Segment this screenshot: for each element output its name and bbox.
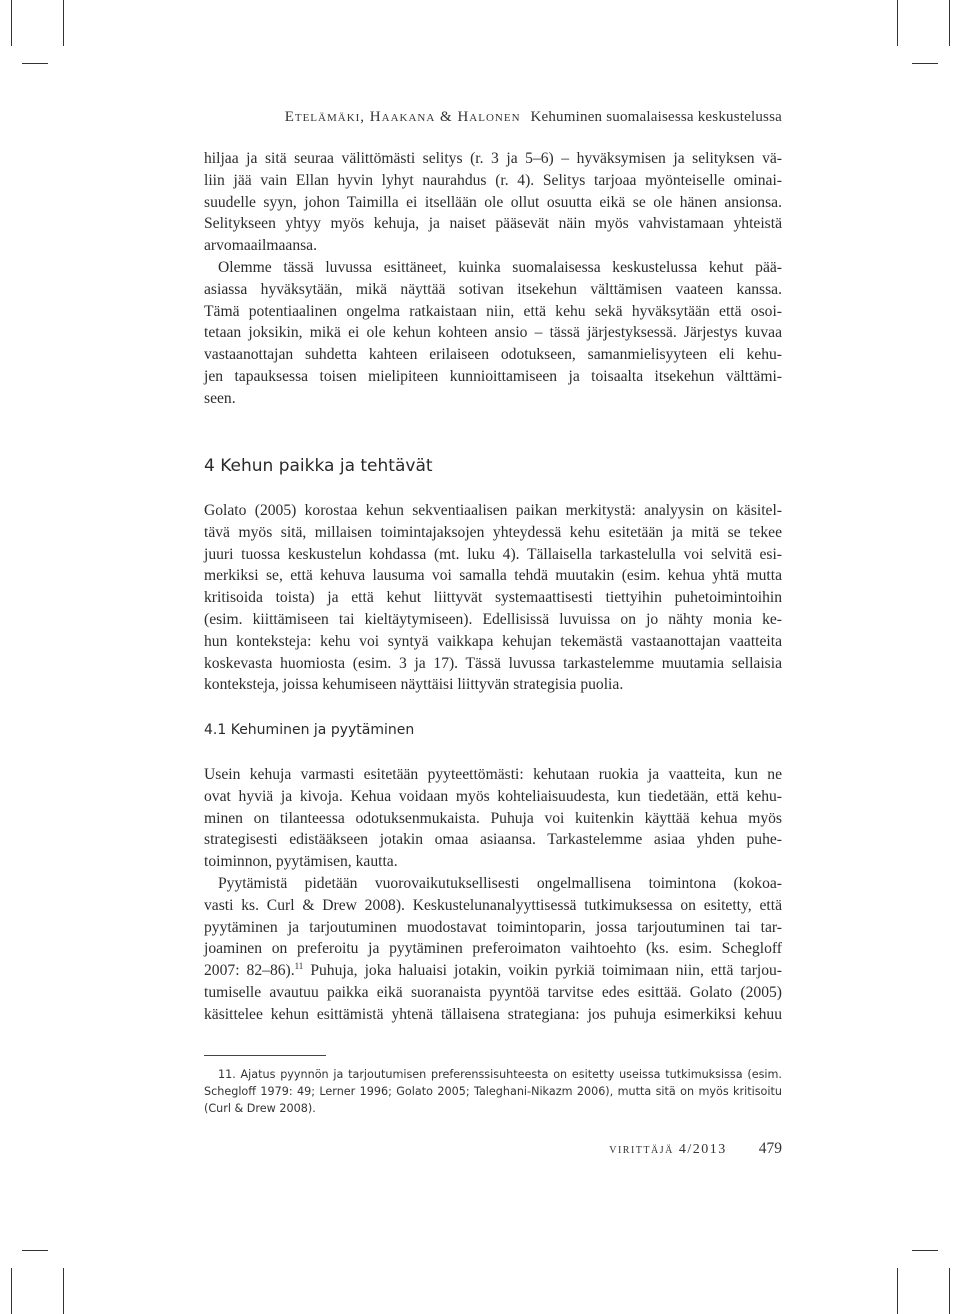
- text-line: Olemme tässä luvussa esittäneet, kuinka suomalaisessa keskustelussa kehut pää-: [218, 258, 782, 276]
- text-line: kritisoida toista) ja että kehut liittyvät systemaattisesti tiettyihin puhetoimintoihin: [204, 589, 782, 607]
- text-line: hiljaa ja sitä seuraa välittömästi selitys (r. 3 ja 5–6) – hyväksymisen ja selityksen vä-: [204, 150, 782, 167]
- text-line: arvomaailmaansa.: [204, 237, 318, 255]
- crop-mark: [11, 1268, 12, 1314]
- text-line: käsittelee kehun esittämistä yhtenä tällaisena strategiana: jos puhuja esimerkiksi kehuu: [204, 1005, 782, 1023]
- page-number: 479: [758, 1140, 782, 1157]
- text-line: tetaan joksikin, mikä ei ole kehun kohteen ansio – tässä järjestyksessä. Järjestys kuvaa: [204, 324, 782, 342]
- footnote-line: (Curl & Drew 2008).: [204, 1102, 316, 1115]
- text-line: vastaanottajan suhdetta kahteen erilaiseen odotukseen, samanmielisyyteen eli kehu-: [204, 346, 782, 364]
- text-line: suudelle syyn, johon Taimilla ei itsellään ole ollut osuutta eikä se ole hänen ansionsa.: [204, 193, 782, 211]
- text-line: tävä myös sitä, millaisen toimintajaksojen yhteydessä kehu esitetään ja mitä se tekee: [204, 523, 782, 541]
- crop-mark: [897, 0, 898, 46]
- text-line: joaminen on preferoitu ja pyytäminen preferoimaton vaihtoehto (ks. esim. Schegloff: [204, 940, 782, 958]
- footnote-reference[interactable]: 11: [294, 960, 304, 971]
- crop-mark: [912, 1250, 938, 1251]
- footnote: [204, 1066, 782, 1117]
- crop-mark: [63, 1268, 64, 1314]
- text-line: Tämä potentiaalinen ongelma ratkaistaan niin, että kehu sekä hyväksytään että osoi-: [204, 302, 782, 320]
- text-line: asiassa hyväksytään, mikä näyttää sotivan itsekehun välttämisen vaateen kanssa.: [204, 280, 782, 298]
- crop-mark: [949, 0, 950, 46]
- journal-name: virittäjä 4/2013: [609, 1142, 727, 1157]
- subsection-heading: 4.1 Kehuminen ja pyytäminen: [204, 722, 415, 738]
- text-line: minen on tilanteessa odotuksenmukaista. Puhuja voi kuitenkin käyttää kehua myös: [204, 809, 782, 827]
- text-line: konteksteja, joissa kehumiseen näyttäisi liittyvän strategisia puolia.: [204, 676, 624, 694]
- crop-mark: [63, 0, 64, 46]
- section-heading: 4 Kehun paikka ja tehtävät: [204, 456, 433, 476]
- footnote-number: 11.: [218, 1068, 236, 1081]
- text-line: vasti ks. Curl & Drew 2008). Keskustelunanalyyttisessä tutkimuksessa on esitetty, että: [204, 896, 782, 914]
- text-line: Usein kehuja varmasti esitetään pyyteettömästi: kehutaan ruokia ja vaatteita, kun ne: [204, 766, 782, 783]
- crop-mark: [22, 1250, 48, 1251]
- footnote-rule: [204, 1055, 326, 1056]
- text-line: seen.: [204, 389, 236, 407]
- section-2-text: [204, 500, 782, 696]
- section-1-text: [204, 148, 782, 410]
- text-line: juuri tuossa keskustelun kohdassa (mt. luku 4). Tällaisella tarkastelulla voi selvitä esi-: [204, 545, 782, 563]
- text-fragment: Puhuja, joka haluaisi jotakin, voikin pyrkiä toimimaan niin, että tarjou-: [303, 962, 783, 980]
- text-line: strategisesti edistääkseen jotakin omaa asiaansa. Tarkastelemme asiaa yhden puhe-: [204, 831, 782, 849]
- text-line: hun konteksteja: kehu voi syntyä vaikkapa kehujan tekemästä vastaanottajan vaatteita: [204, 632, 782, 650]
- text-line: Selitykseen yhtyy myös kehuja, ja naiset pääsevät näin myös vahvistamaan yhteistä: [204, 215, 782, 233]
- text-line: jen tapauksessa toisen mielipiteen kunnioittamiseen ja toisaalta itsekehun välttämi-: [204, 367, 782, 385]
- crop-mark: [11, 0, 12, 46]
- text-line: tumiselle avautuu paikka eikä suoranaista pyyntöä tarvitse edes esittää. Golato (2005): [204, 983, 782, 1001]
- text-line: (esim. kiittämiseen tai kieltäytymiseen). Edellisissä luvuissa on jo nähty monia ke-: [204, 610, 782, 628]
- text-line: toiminnon, pyytämisen, kautta.: [204, 853, 398, 871]
- footnote-line: [204, 1066, 782, 1083]
- running-head-title: Kehuminen suomalaisessa keskustelussa: [530, 109, 782, 125]
- text-line: merkiksi se, että kehuva lausuma voi samalla tehdä muutakin (esim. kehua yhtä mutta: [204, 567, 782, 585]
- crop-mark: [897, 1268, 898, 1314]
- text-line: Golato (2005) korostaa kehun sekventiaalisen paikan merkitystä: analyysin on käsitel-: [204, 502, 782, 519]
- text-line: ovat hyviä ja kivoja. Kehua voidaan myös kohteliaisuudesta, kun tiedetään, että kehu-: [204, 787, 782, 805]
- footnote-line: Schegloff 1979: 49; Lerner 1996; Golato 2005; Taleghani-Nikazm 2006), mutta sitä on myös kritisoitu: [204, 1085, 782, 1098]
- text-line: liin jää vain Ellan hyvin lyhyt naurahdus (r. 4). Selitys tarjoaa myönteiselle ominai-: [204, 171, 782, 189]
- crop-mark: [22, 63, 48, 64]
- page-footer: [609, 1140, 782, 1158]
- footnote-text: Ajatus pyynnön ja tarjoutumisen preferenssisuhteesta on esitetty useissa tutkimuksissa (esim.: [240, 1068, 782, 1081]
- running-head: [285, 109, 782, 126]
- text-line: koskevasta huomiosta (esim. 3 ja 17). Tässä luvussa tarkastelemme muutamia sellaisia: [204, 654, 782, 672]
- crop-mark: [949, 1268, 950, 1314]
- text-fragment: 2007: 82–86).: [204, 962, 295, 980]
- section-3-text: [204, 764, 782, 1026]
- text-line: pyytäminen ja tarjoutuminen muodostavat toimintoparin, jossa tarjoutuminen tai tar-: [204, 918, 782, 936]
- text-line: [204, 960, 782, 982]
- text-line: Pyytämistä pidetään vuorovaikutuksellisesti ongelmallisena toimintona (kokoa-: [218, 874, 782, 892]
- running-head-authors: Etelämäki, Haakana & Halonen: [284, 109, 521, 125]
- crop-mark: [912, 63, 938, 64]
